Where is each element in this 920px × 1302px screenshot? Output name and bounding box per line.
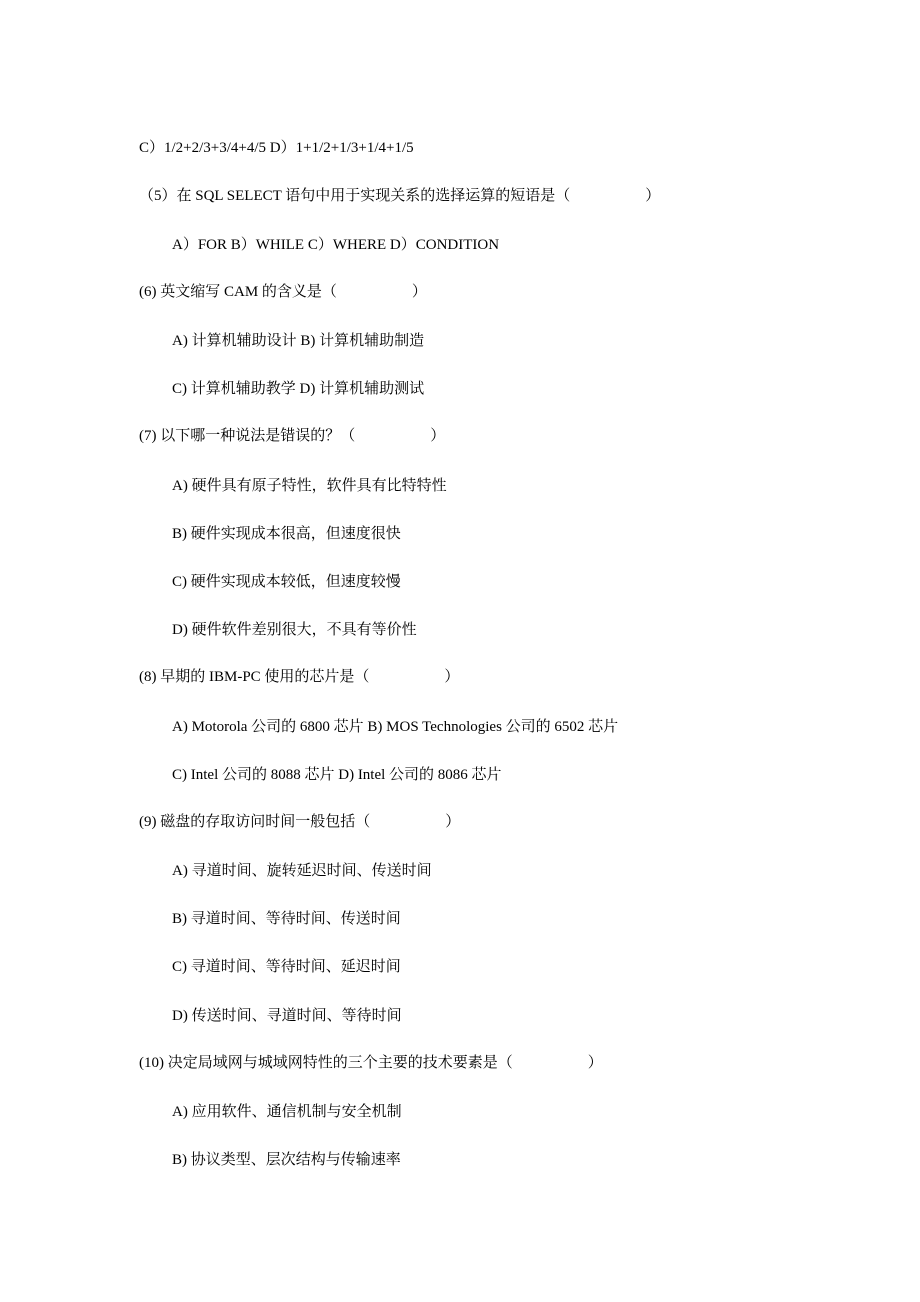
question-7: (7) 以下哪一种说法是错误的？（ ） (139, 428, 446, 444)
question-8: (8) 早期的 IBM-PC 使用的芯片是（ ） (139, 669, 460, 685)
question-10: (10) 决定局域网与城域网特性的三个主要的技术要素是（ ） (139, 1055, 603, 1071)
option-q9-a: A) 寻道时间、旋转延迟时间、传送时间 (172, 863, 432, 879)
options-q5: A）FOR B）WHILE C）WHERE D）CONDITION (172, 237, 500, 253)
options-q6-ab: A) 计算机辅助设计 B) 计算机辅助制造 (172, 333, 425, 349)
question-9: (9) 磁盘的存取访问时间一般包括（ ） (139, 814, 461, 830)
question-6: (6) 英文缩写 CAM 的含义是（ ） (139, 284, 427, 300)
question-5: （5）在 SQL SELECT 语句中用于实现关系的选择运算的短语是（ ） (139, 188, 661, 204)
option-q10-b: B) 协议类型、层次结构与传输速率 (172, 1152, 401, 1168)
option-q7-a: A) 硬件具有原子特性，软件具有比特特性 (172, 478, 447, 494)
options-q8-cd: C) Intel 公司的 8088 芯片 D) Intel 公司的 8086 芯片 (172, 767, 502, 783)
option-q7-c: C) 硬件实现成本较低，但速度较慢 (172, 574, 401, 590)
options-q8-ab: A) Motorola 公司的 6800 芯片 B) MOS Technologies 公司的 6502 芯片 (172, 719, 619, 735)
option-q9-d: D) 传送时间、寻道时间、等待时间 (172, 1008, 402, 1024)
option-q7-d: D) 硬件软件差别很大，不具有等价性 (172, 622, 417, 638)
option-q9-c: C) 寻道时间、等待时间、延迟时间 (172, 959, 401, 975)
option-q7-b: B) 硬件实现成本很高，但速度很快 (172, 526, 401, 542)
option-q9-b: B) 寻道时间、等待时间、传送时间 (172, 911, 401, 927)
option-q10-a: A) 应用软件、通信机制与安全机制 (172, 1104, 402, 1120)
options-q6-cd: C) 计算机辅助教学 D) 计算机辅助测试 (172, 381, 425, 397)
option-line-c-d-q4: C）1/2+2/3+3/4+4/5 D）1+1/2+1/3+1/4+1/5 (139, 140, 414, 156)
